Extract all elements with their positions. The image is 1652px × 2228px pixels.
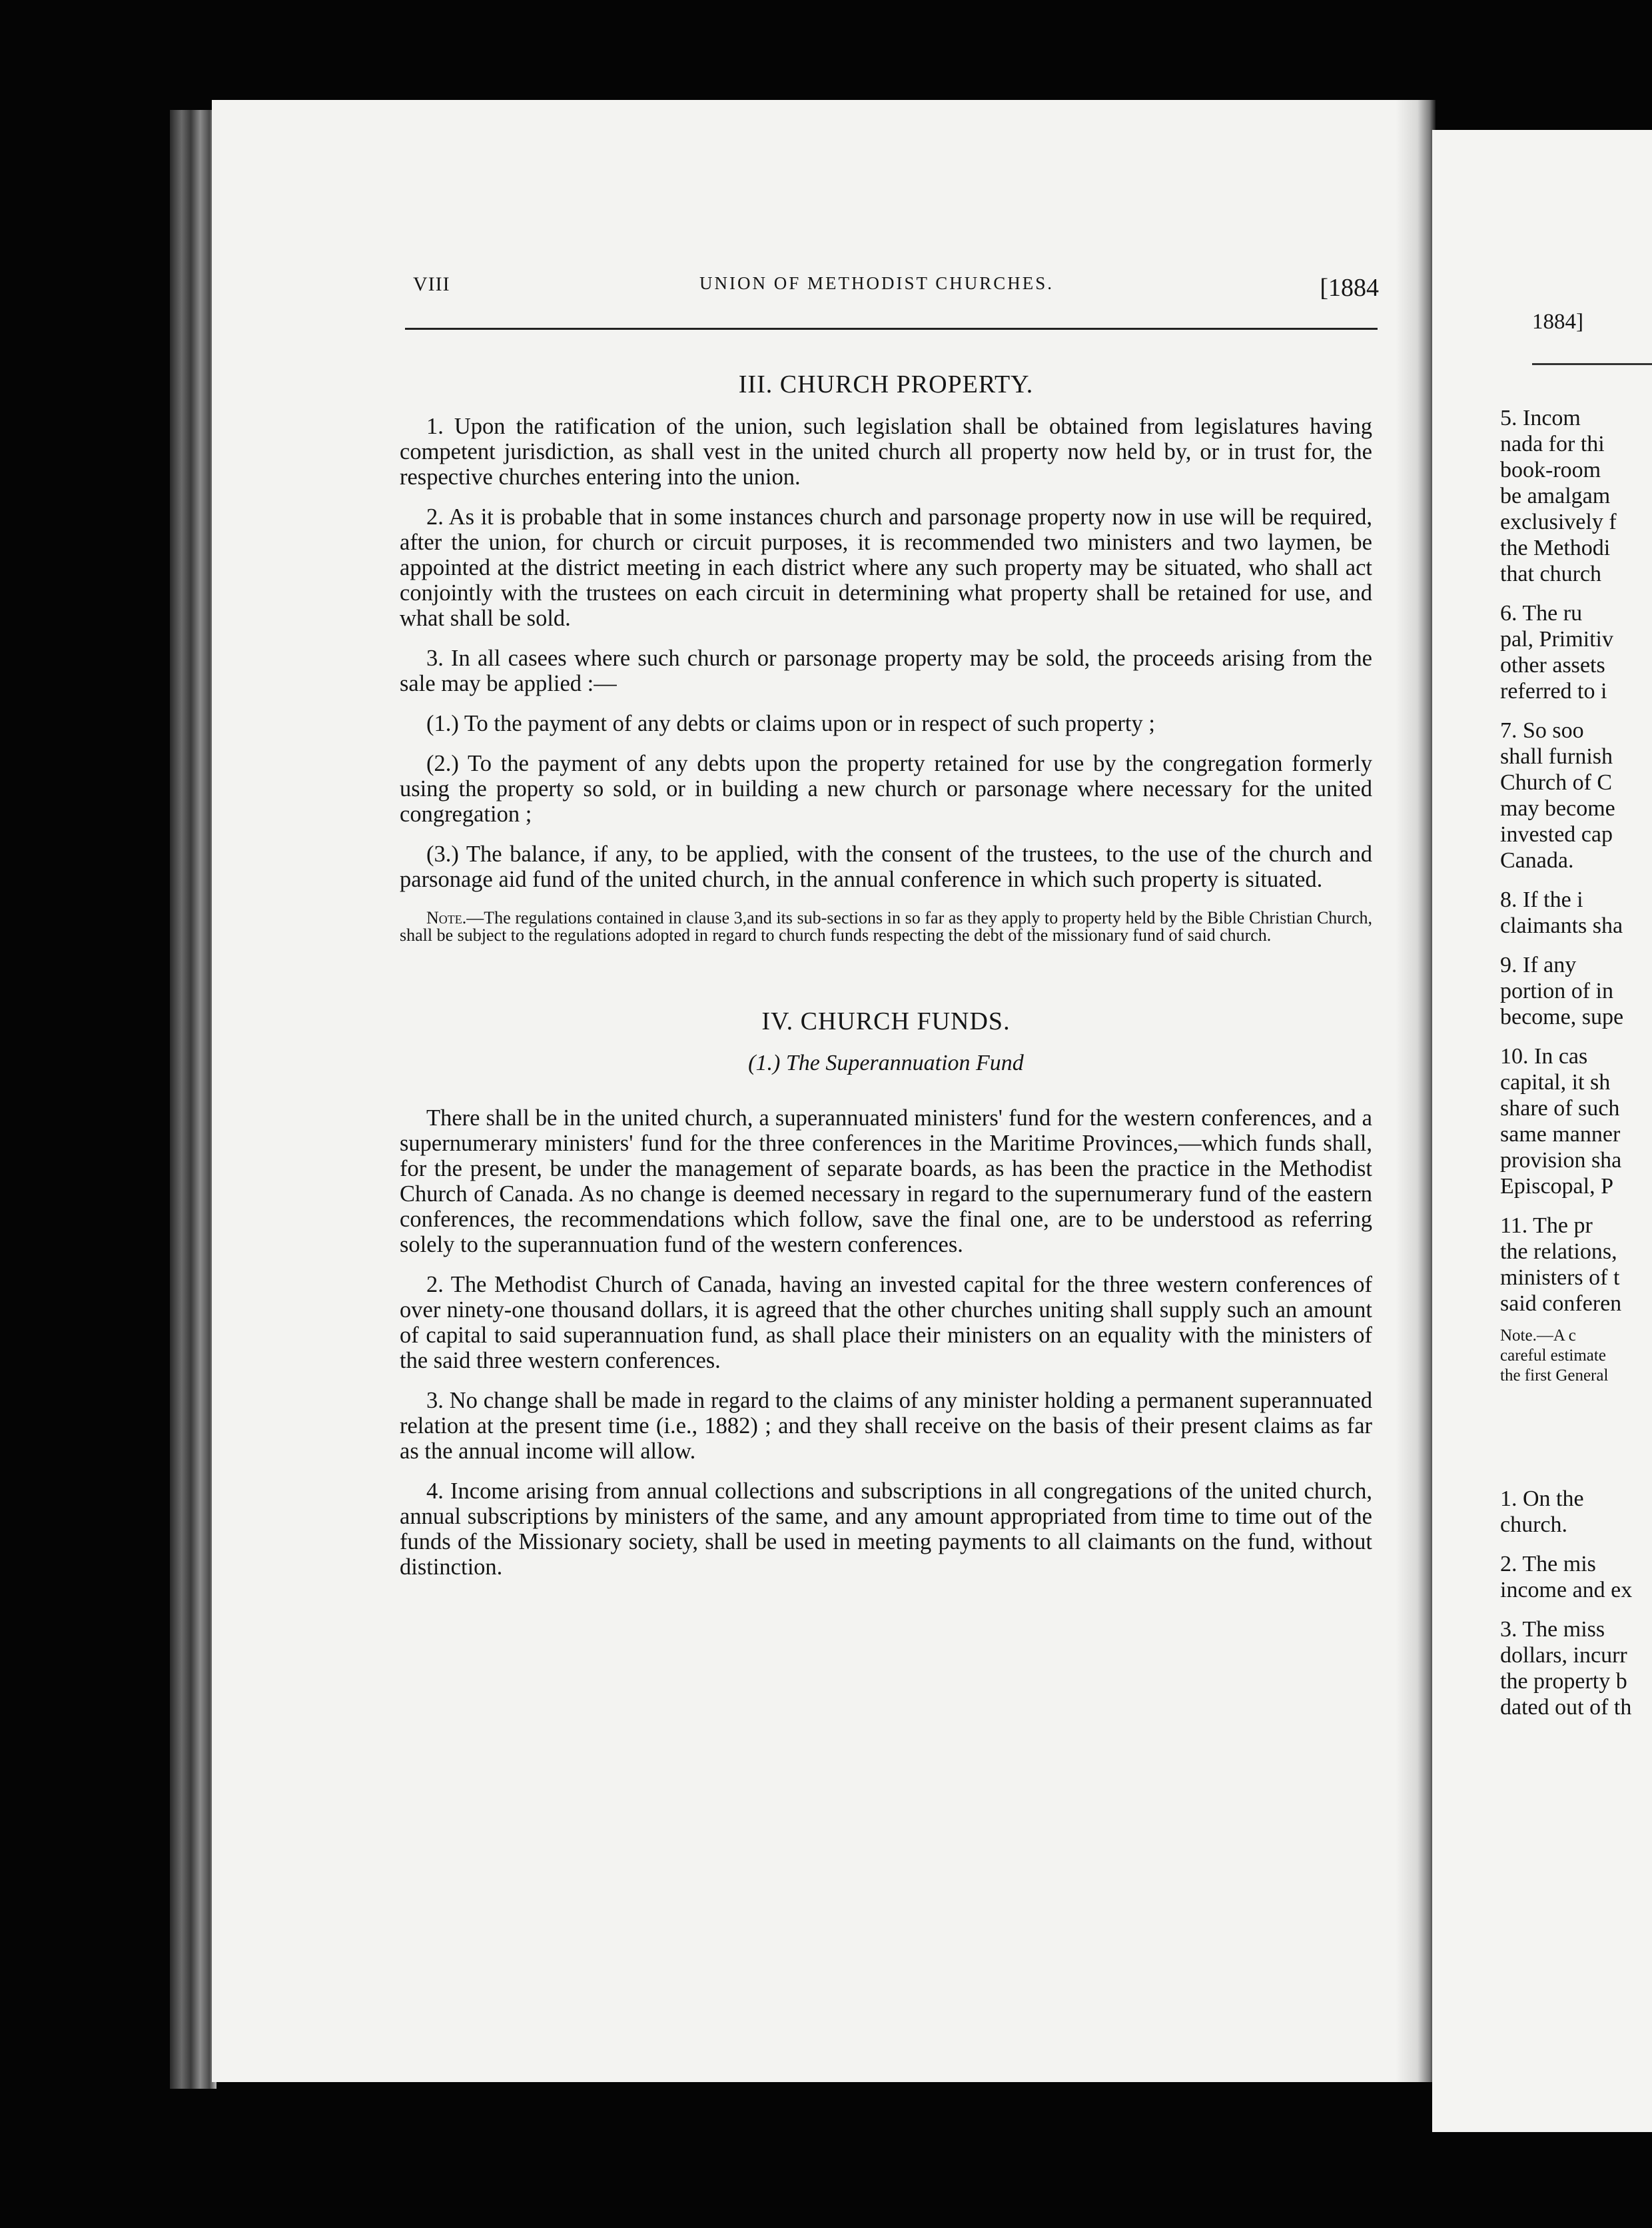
right-page-line: church. <box>1500 1512 1568 1537</box>
right-page-line: other assets <box>1500 653 1605 678</box>
paragraph: 3. No change shall be made in regard to the claims of any minister holding a permanent superannuated relation at the present time (i.e., 1882) ; and they shall receive on the basis of their present claims as far as the annual income will allow. <box>400 1388 1372 1464</box>
right-page-line: 3. The miss <box>1500 1617 1605 1642</box>
paragraph: There shall be in the united church, a superannuated ministers' fund for the western conferences, and a supernumerary ministers' fund for the three conferences in the Maritime Provinces,—which funds shall, for the present, be under the management of separate boards, as has been the practice in the Methodist Church of Canada. As no change is deemed necessary in regard to the supernumerary fund of the eastern conferences, the recommendations which follow, save the final one, are to be understood as referring solely to the superannuation fund of the western conferences. <box>400 1105 1372 1257</box>
right-page-line: Note.—A c <box>1500 1327 1576 1345</box>
paragraph: 2. The Methodist Church of Canada, having an invested capital for the three western conferences of over ninety-one thousand dollars, it is agreed that the other churches uniting shall supply such an amount of capital to said superannuation fund, as shall place their ministers on an equality with the ministers of the said three western conferences. <box>400 1272 1372 1373</box>
right-page-line: the property b <box>1500 1669 1627 1694</box>
right-page-body <box>1500 405 1652 1720</box>
section-heading-church-property: III. CHURCH PROPERTY. <box>738 370 1034 398</box>
right-page-line: careful estimate <box>1500 1347 1606 1365</box>
note-label: Note. <box>426 908 467 927</box>
right-page-line: shall furnish <box>1500 744 1613 769</box>
running-title: UNION OF METHODIST CHURCHES. <box>699 273 1054 293</box>
paragraph: (2.) To the payment of any debts upon the property retained for use by the congregation formerly using the property so sold, or in building a new church or parsonage where necessary for the united congregation ; <box>400 751 1372 827</box>
right-page-line: 9. If any <box>1500 953 1577 977</box>
right-page-line: exclusively f <box>1500 510 1617 534</box>
right-page-line: the relations, <box>1500 1239 1617 1264</box>
left-page-body <box>400 370 1372 1594</box>
right-page-line: 5. Incom <box>1500 406 1581 430</box>
right-page-line: book-room <box>1500 458 1601 482</box>
paragraph: (3.) The balance, if any, to be applied, with the consent of the trustees, to the use of the church and parsonage aid fund of the united church, in the annual conference in which such property is situated. <box>400 841 1372 892</box>
right-page-line: be amalgam <box>1500 484 1611 508</box>
right-page-line: Episcopal, P <box>1500 1174 1613 1199</box>
page-number: VIII <box>413 273 450 295</box>
right-page-line: 10. In cas <box>1500 1044 1588 1069</box>
right-page-line: ministers of t <box>1500 1265 1620 1290</box>
footnote <box>400 909 1372 944</box>
right-page-line: the Methodi <box>1500 536 1611 560</box>
right-page-line: 8. If the i <box>1500 887 1583 912</box>
right-page-line: become, supe <box>1500 1005 1624 1029</box>
right-running-year: 1884] <box>1532 310 1583 334</box>
running-head <box>413 273 1379 313</box>
paragraph: 2. As it is probable that in some instances church and parsonage property now in use will be required, after the union, for church or circuit purposes, it is recommended two ministers and two laymen, be appointed at the district meeting in each district where any such property may be situated, who shall act conjointly with the trustees on each circuit in determining what property shall be retained for use, and what shall be sold. <box>400 504 1372 631</box>
right-page-line: 2. The mis <box>1500 1552 1596 1576</box>
right-page-line: may become <box>1500 796 1615 821</box>
right-page-line: same manner <box>1500 1122 1621 1147</box>
right-page-line: nada for thi <box>1500 432 1605 456</box>
right-page-line: invested cap <box>1500 822 1613 847</box>
book-edge <box>170 110 216 2089</box>
note-text: —The regulations contained in clause 3,and its sub-sections in so far as they apply to property held by the Bible Christian Church, shall be subject to the regulations adopted in regard to church funds respecting the debt of the missionary fund of said church. <box>400 908 1372 945</box>
right-page-line: Church of C <box>1500 770 1613 795</box>
right-header-rule <box>1532 363 1652 365</box>
right-page-line: claimants sha <box>1500 913 1623 938</box>
right-page-line: Canada. <box>1500 848 1574 873</box>
right-page-line: portion of in <box>1500 979 1613 1003</box>
right-page-line: 7. So soo <box>1500 718 1584 743</box>
book-gutter <box>1396 100 1436 2082</box>
right-page-line: 6. The ru <box>1500 601 1583 626</box>
paragraph: 4. Income arising from annual collections and subscriptions in all congregations of the united church, annual subscriptions by ministers of the same, and any amount appropriated from time to time out of the funds of the Missionary society, shall be used in meeting payments to all claimants on the fund, without distinction. <box>400 1478 1372 1580</box>
right-page-line: share of such <box>1500 1096 1620 1121</box>
section-heading-church-funds: IV. CHURCH FUNDS. <box>761 1007 1011 1035</box>
right-page-line: said conferen <box>1500 1291 1622 1316</box>
right-page-line: pal, Primitiv <box>1500 627 1613 652</box>
subsection-heading: (1.) The Superannuation Fund <box>748 1051 1024 1075</box>
paragraph: (1.) To the payment of any debts or claims upon or in respect of such property ; <box>426 711 1155 736</box>
right-page-line: dated out of th <box>1500 1695 1632 1720</box>
right-page-line: income and ex <box>1500 1578 1633 1602</box>
right-page-line: 11. The pr <box>1500 1213 1593 1238</box>
right-page-line: the first General <box>1500 1367 1609 1385</box>
right-page-line: referred to i <box>1500 679 1607 704</box>
right-page-line: dollars, incurr <box>1500 1643 1627 1668</box>
running-year: [1884 <box>1320 274 1379 302</box>
paragraph: 3. In all casees where such church or parsonage property may be sold, the proceeds arising from the sale may be applied :— <box>400 646 1372 696</box>
paragraph: 1. Upon the ratification of the union, such legislation shall be obtained from legislatures having competent jurisdiction, as shall vest in the united church all property now held by, or in trust for, the respective churches entering into the union. <box>400 414 1372 490</box>
right-page-line: capital, it sh <box>1500 1070 1611 1095</box>
right-page-line: provision sha <box>1500 1148 1622 1173</box>
header-rule <box>405 328 1378 330</box>
right-page-line: 1. On the <box>1500 1486 1584 1511</box>
right-page-line: that church <box>1500 562 1601 586</box>
